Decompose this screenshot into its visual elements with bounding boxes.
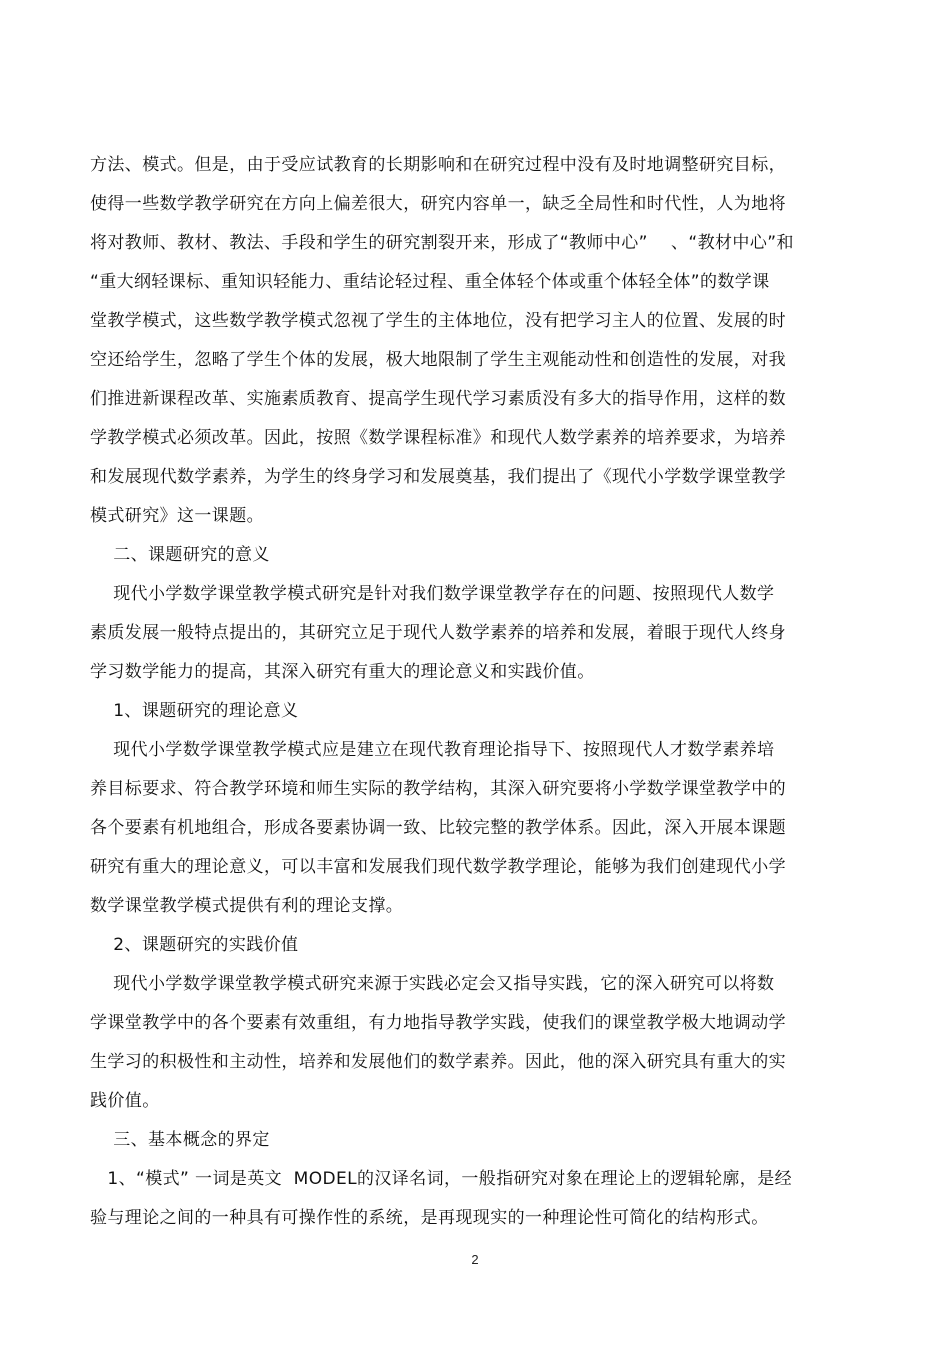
section-heading: 三、基本概念的界定 (90, 1130, 270, 1150)
section-heading: 二、课题研究的意义 (90, 545, 270, 565)
text-line: 方法、模式。但是，由于受应试教育的长期影响和在研究过程中没有及时地调整研究目标， (90, 155, 786, 175)
text-line: “重大纲轻课标、重知识轻能力、重结论轻过程、重全体轻个体或重个体轻全体”的数学课 (90, 272, 770, 292)
text-line: 堂教学模式，这些数学教学模式忽视了学生的主体地位，没有把学习主人的位置、发展的时 (90, 311, 786, 331)
text-line: 学教学模式必须改革。因此，按照《数学课程标准》和现代人数学素养的培养要求，为培养 (90, 428, 786, 448)
text-line: 将对教师、教材、教法、手段和学生的研究割裂开来，形成了“教师中心” 、“教材中心”和 (90, 233, 794, 253)
text-line: 1、“模式” 一词是英文 MODEL的汉译名词，一般指研究对象在理论上的逻辑轮廓，是经 (90, 1169, 793, 1189)
text-line: 学习数学能力的提高，其深入研究有重大的理论意义和实践价值。 (90, 662, 595, 682)
text-line: 研究有重大的理论意义，可以丰富和发展我们现代数学教学理论，能够为我们创建现代小学 (90, 857, 786, 877)
text-line: 数学课堂教学模式提供有利的理论支撑。 (90, 896, 404, 916)
text-line: 学课堂教学中的各个要素有效重组，有力地指导教学实践，使我们的课堂教学极大地调动学 (90, 1013, 786, 1033)
text-line: 和发展现代数学素养，为学生的终身学习和发展奠基，我们提出了《现代小学数学课堂教学 (90, 467, 786, 487)
text-line: 现代小学数学课堂教学模式研究来源于实践必定会又指导实践，它的深入研究可以将数 (90, 974, 775, 994)
text-line: 们推进新课程改革、实施素质教育、提高学生现代学习素质没有多大的指导作用，这样的数 (90, 389, 786, 409)
text-line: 空还给学生，忽略了学生个体的发展，极大地限制了学生主观能动性和创造性的发展，对我 (90, 350, 786, 370)
text-line: 现代小学数学课堂教学模式应是建立在现代教育理论指导下、按照现代人才数学素养培 (90, 740, 775, 760)
text-line: 素质发展一般特点提出的，其研究立足于现代人数学素养的培养和发展，着眼于现代人终身 (90, 623, 786, 643)
text-line: 践价值。 (90, 1091, 160, 1111)
subsection-heading: 1、课题研究的理论意义 (90, 701, 299, 721)
text-line: 生学习的积极性和主动性，培养和发展他们的数学素养。因此，他的深入研究具有重大的实 (90, 1052, 786, 1072)
text-line: 现代小学数学课堂教学模式研究是针对我们数学课堂教学存在的问题、按照现代人数学 (90, 584, 775, 604)
text-line: 使得一些数学教学研究在方向上偏差很大，研究内容单一，缺乏全局性和时代性，人为地将 (90, 194, 786, 214)
text-line: 模式研究》这一课题。 (90, 506, 264, 526)
text-line: 养目标要求、符合教学环境和师生实际的教学结构，其深入研究要将小学数学课堂教学中的 (90, 779, 786, 799)
text-line: 各个要素有机地组合，形成各要素协调一致、比较完整的教学体系。因此，深入开展本课题 (90, 818, 786, 838)
subsection-heading: 2、课题研究的实践价值 (90, 935, 299, 955)
text-line: 验与理论之间的一种具有可操作性的系统，是再现现实的一种理论性可简化的结构形式。 (90, 1208, 769, 1228)
page-number: 2 (471, 1252, 479, 1267)
